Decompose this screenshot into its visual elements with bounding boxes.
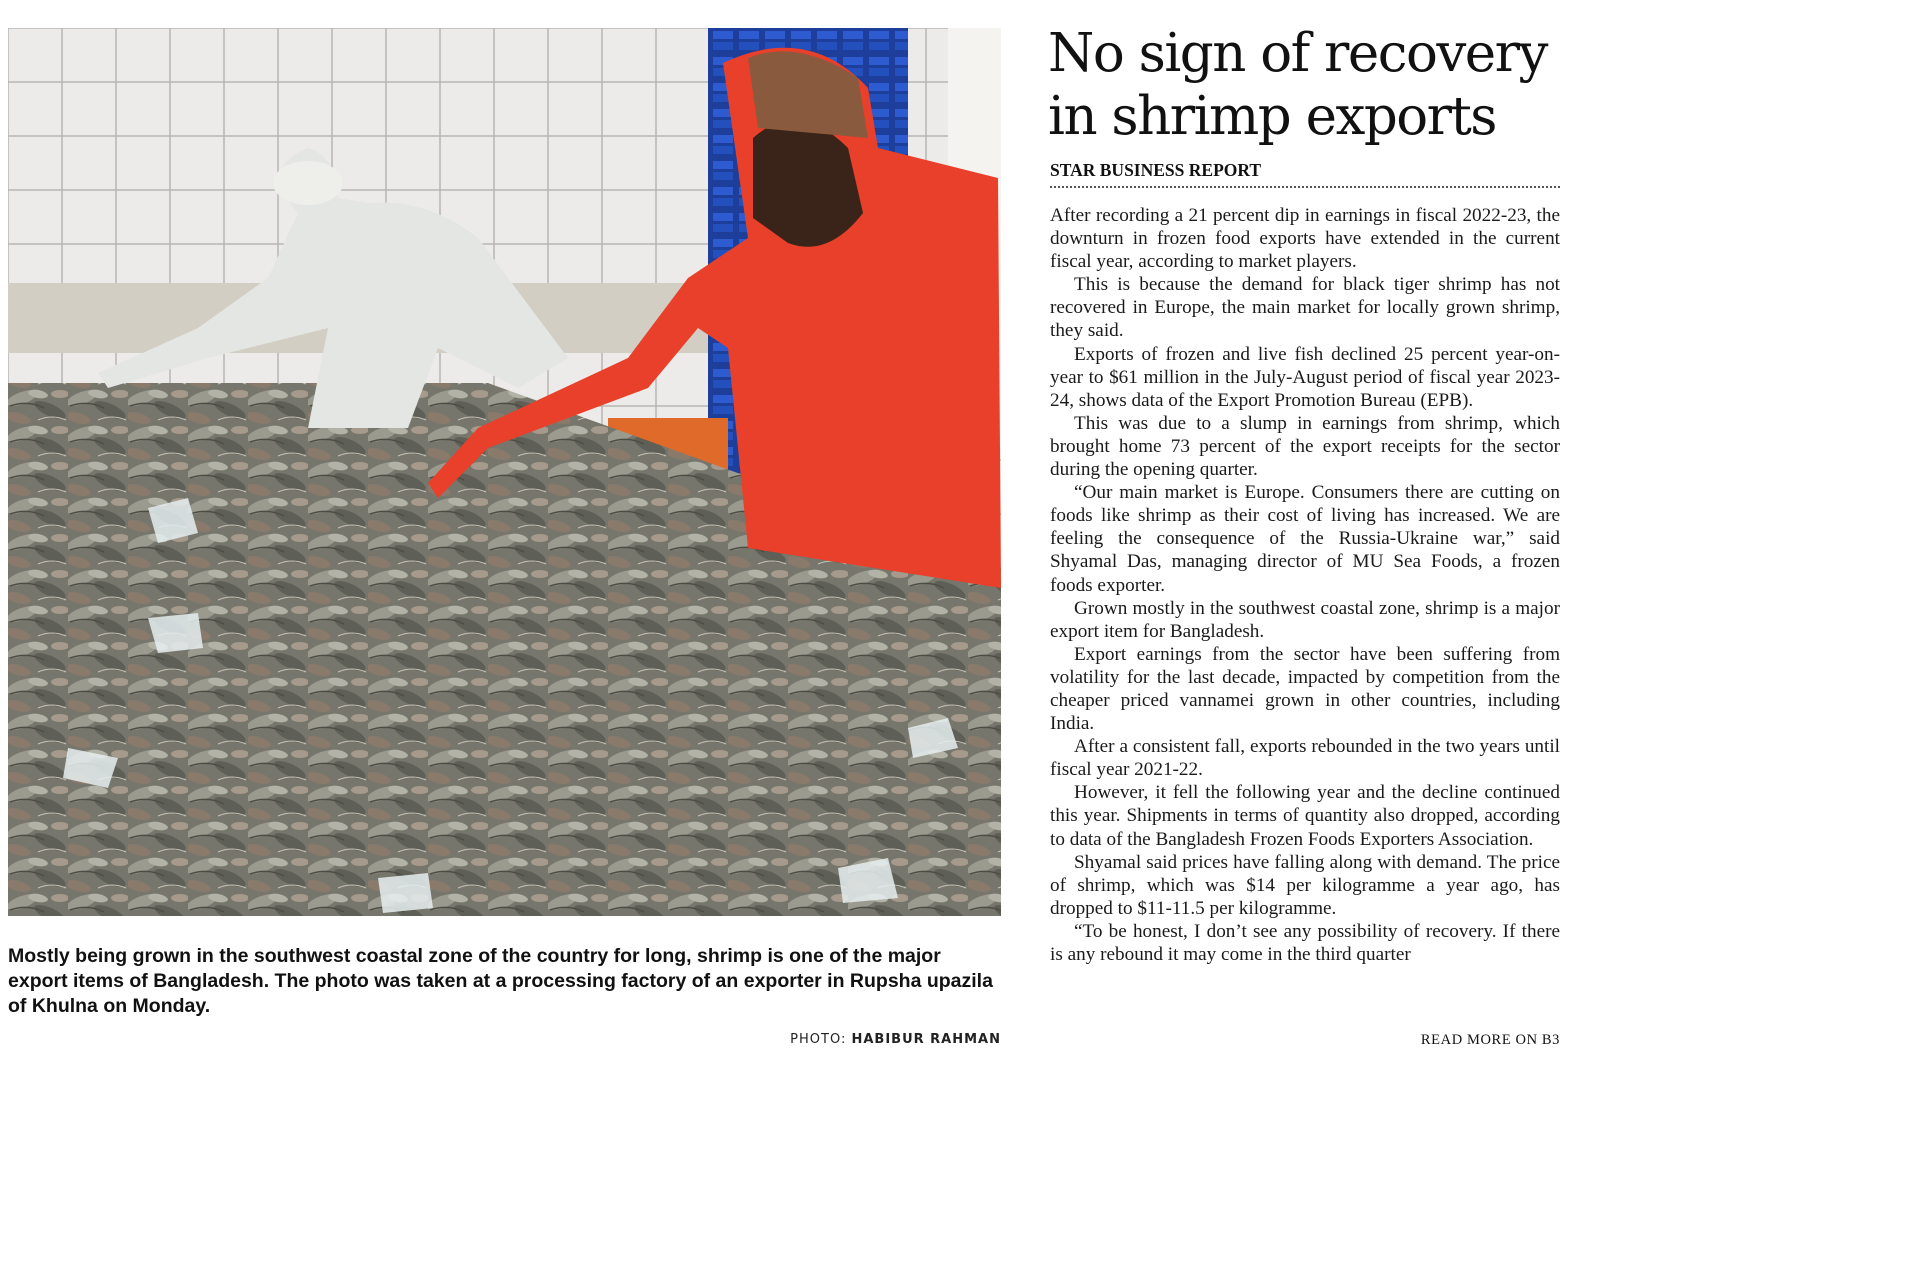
article-paragraph: After a consistent fall, exports rebounded in the two years until fiscal year 2021-22. [1050,736,1560,781]
photo-caption: Mostly being grown in the southwest coastal zone of the country for long, shrimp is one of the major export items of Bangladesh. The photo was taken at a processing factory of an exporter in Rupsha upazila of Khulna on Monday. [8,945,993,1017]
byline: STAR BUSINESS REPORT [1050,160,1560,188]
article-body [1050,204,1560,976]
shrimp-processing-photo [8,28,1001,916]
article-paragraph: “Our main market is Europe. Consumers there are cutting on foods like shrimp as their cost of living has increased. We are feeling the consequence of the Russia-Ukraine war,” said Shyamal Das, managing director of MU Sea Foods, a frozen foods exporter. [1050,482,1560,596]
article-paragraph: Shyamal said prices have falling along with demand. The price of shrimp, which was $14 per kilogramme a year ago, has dropped to $11-11.5 per kilogramme. [1050,851,1560,919]
article-paragraph: However, it fell the following year and the decline continued this year. Shipments in terms of quantity also dropped, according to data of the Bangladesh Frozen Foods Exporters Association. [1050,782,1560,850]
photo-credit [790,1032,1001,1047]
article-paragraph: Export earnings from the sector have been suffering from volatility for the last decade, impacted by competition from the cheaper priced vannamei grown in other countries, including India. [1050,643,1560,735]
photographer-name: HABIBUR RAHMAN [851,1032,1001,1047]
article-paragraph: After recording a 21 percent dip in earnings in fiscal 2022-23, the downturn in frozen food exports have extended in the current fiscal year, according to market players. [1050,205,1560,273]
headline: No sign of recovery in shrimp exports [1048,23,1547,147]
article-paragraph: “To be honest, I don’t see any possibility of recovery. If there is any rebound it may come in the third quarter [1050,920,1560,965]
article-paragraph: This was due to a slump in earnings from shrimp, which brought home 73 percent of the export receipts for the sector during the opening quarter. [1050,412,1560,481]
article-paragraph: This is because the demand for black tiger shrimp has not recovered in Europe, the main market for locally grown shrimp, they said. [1050,274,1560,342]
news-photo [8,28,1001,916]
read-more-link[interactable]: READ MORE ON B3 [1420,1032,1560,1048]
photo-credit-label: PHOTO: [790,1032,847,1047]
article-paragraph: Exports of frozen and live fish declined 25 percent year-on-year to $61 million in the July-August period of fiscal year 2023-24, shows data of the Export Promotion Bureau (EPB). [1050,343,1560,411]
article-paragraph: Grown mostly in the southwest coastal zone, shrimp is a major export item for Bangladesh. [1050,597,1560,642]
